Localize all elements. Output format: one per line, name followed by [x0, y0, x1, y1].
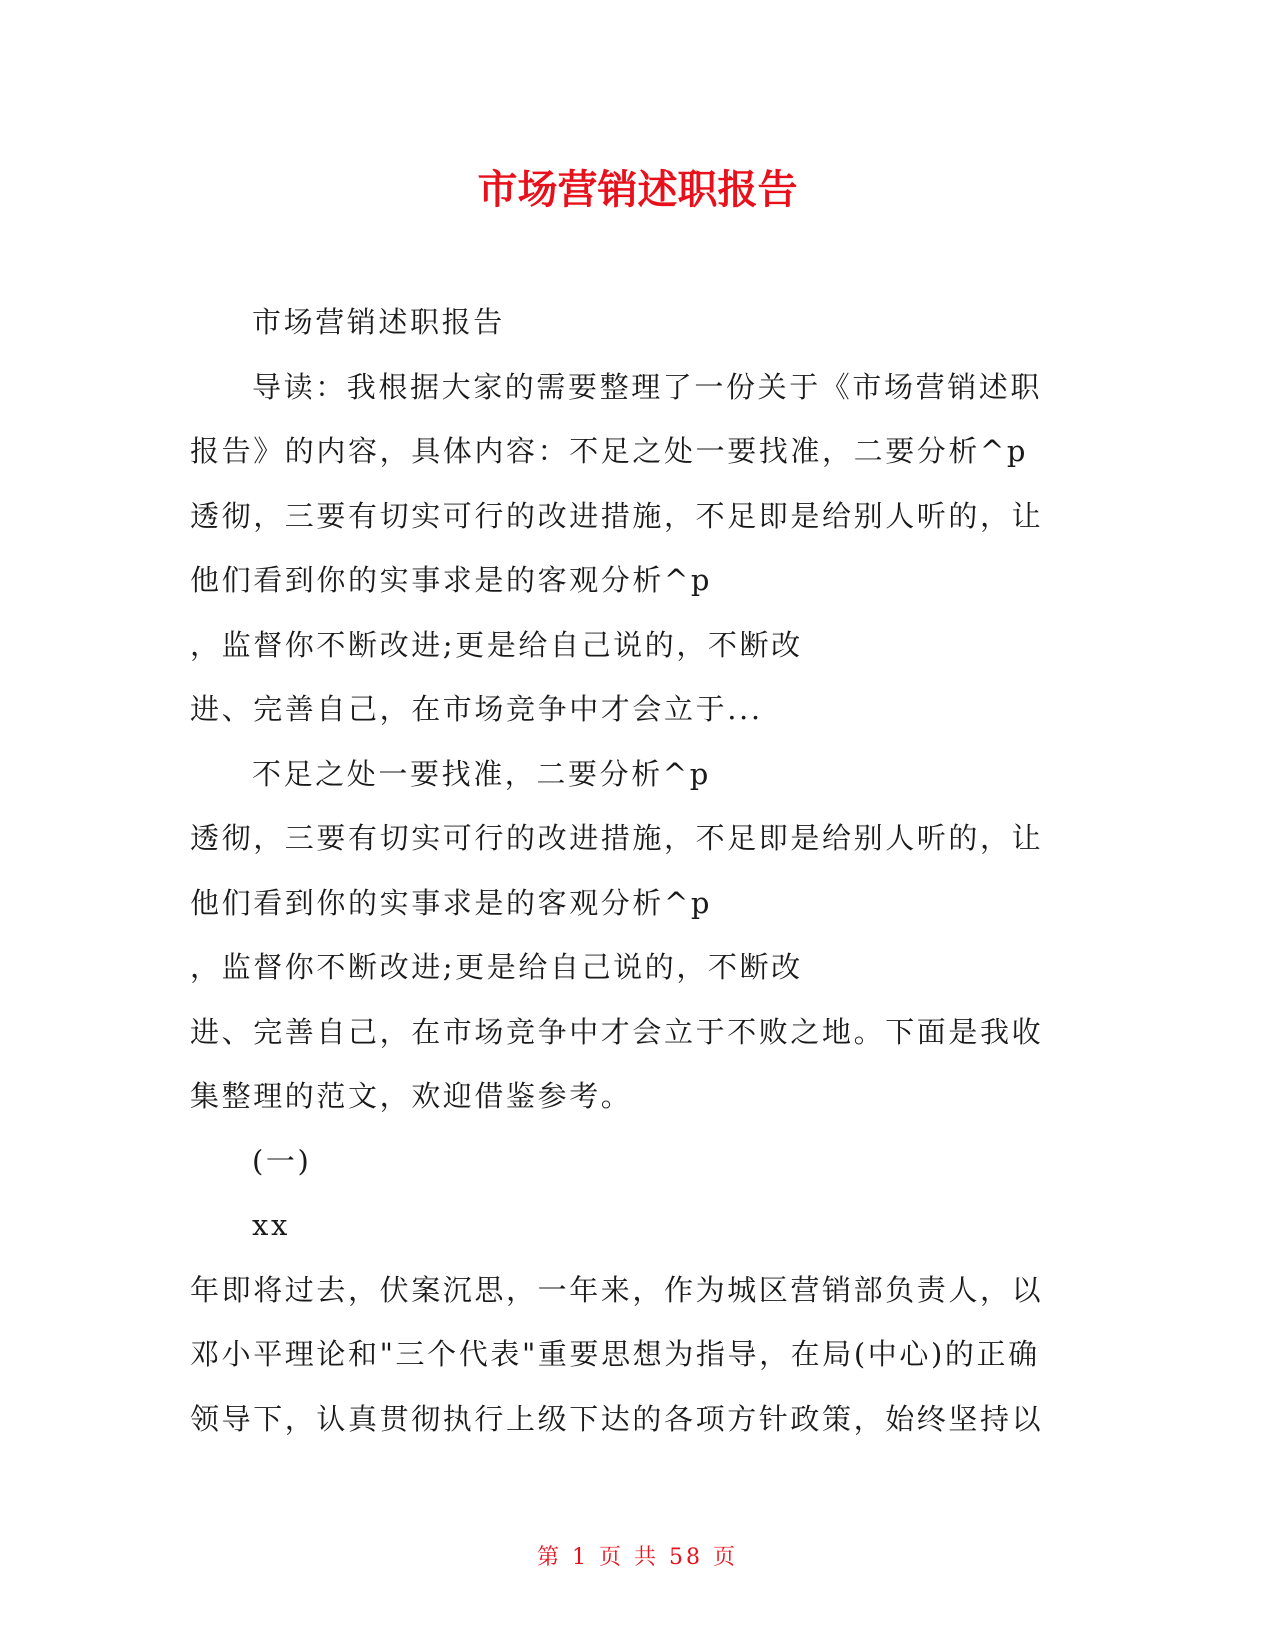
body-line: 透彻，三要有切实可行的改进措施，不足即是给别人听的，让 — [190, 821, 1044, 855]
document-body — [190, 290, 1090, 1451]
body-line: 市场营销述职报告 — [252, 305, 505, 339]
page-number-label: 第 1 页 共 58 页 — [537, 1545, 738, 1570]
section-number: (一) — [252, 1143, 312, 1178]
body-line: 报告》的内容，具体内容：不足之处一要找准，二要分析^p — [190, 434, 1029, 468]
body-line: 透彻，三要有切实可行的改进措施，不足即是给别人听的，让 — [190, 498, 1044, 533]
body-line: 邓小平理论和"三个代表"重要思想为指导，在局(中心)的正确 — [190, 1337, 1040, 1371]
body-line: 他们看到你的实事求是的客观分析^p — [190, 563, 713, 597]
body-line: 领导下，认真贯彻执行上级下达的各项方针政策，始终坚持以 — [190, 1401, 1044, 1436]
body-line: ，监督你不断改进;更是给自己说的，不断改 — [190, 627, 803, 662]
body-line: 不足之处一要找准，二要分析^p — [252, 756, 711, 791]
body-line: 进、完善自己，在市场竞争中才会立于... — [190, 692, 763, 726]
page-footer — [0, 1540, 1275, 1576]
body-line: ，监督你不断改进;更是给自己说的，不断改 — [190, 950, 803, 984]
body-line: 导读：我根据大家的需要整理了一份关于《市场营销述职 — [252, 369, 1043, 404]
body-line: xx — [252, 1208, 290, 1242]
body-line: 年即将过去，伏案沉思，一年来，作为城区营销部负责人，以 — [190, 1272, 1044, 1307]
body-line: 集整理的范文，欢迎借鉴参考。 — [190, 1079, 633, 1113]
body-line: 他们看到你的实事求是的客观分析^p — [190, 885, 713, 920]
document-title: 市场营销述职报告 — [477, 167, 798, 213]
body-line: 进、完善自己，在市场竞争中才会立于不败之地。下面是我收 — [190, 1014, 1044, 1049]
